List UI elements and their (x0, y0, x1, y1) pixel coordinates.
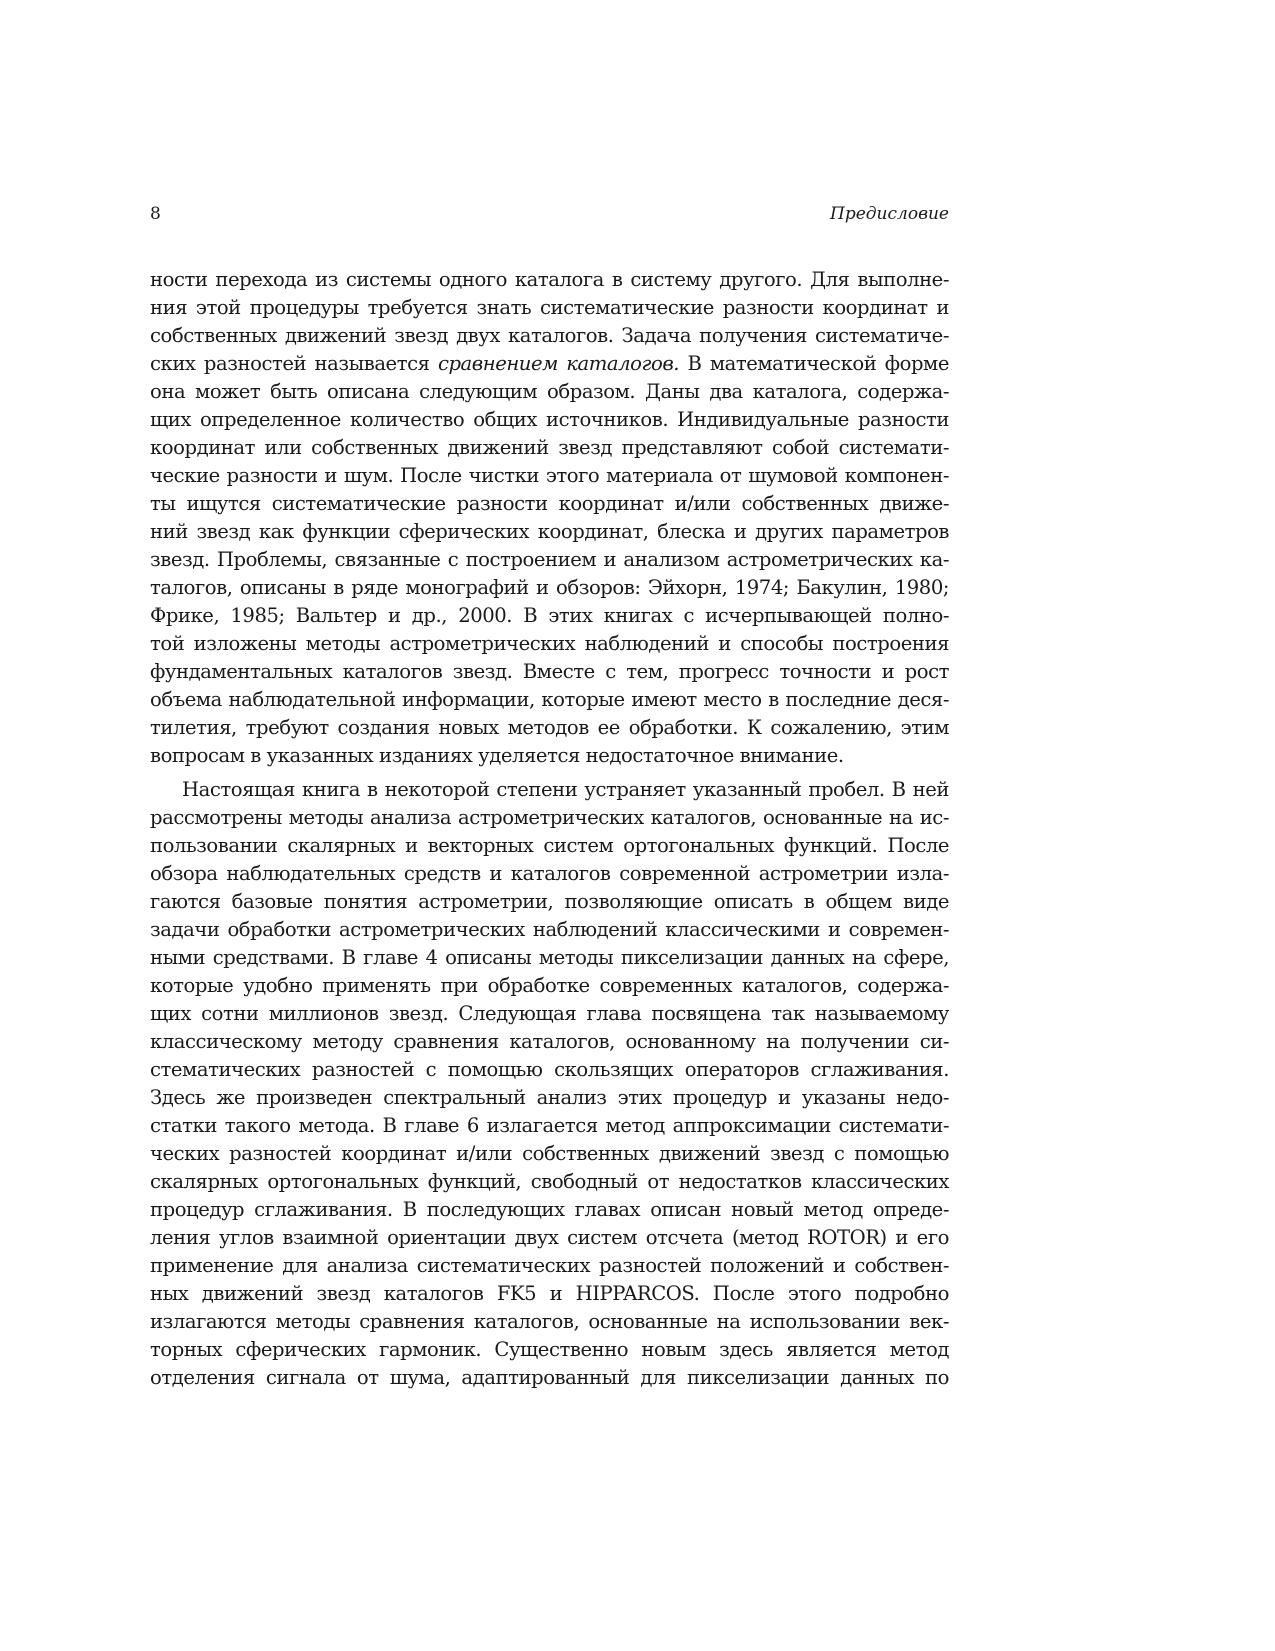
text-line: ными средствами. В главе 4 описаны методы пикселизации данных на сфере, (150, 946, 949, 969)
line-tail: В математической форме (687, 352, 949, 375)
text-line: талогов, описаны в ряде монографий и обзоров: Эйхорн, 1974; Бакулин, 1980; (150, 576, 949, 599)
text-body (150, 266, 949, 1392)
text-line: той изложены методы астрометрических наблюдений и способы построения (150, 632, 949, 655)
text-line: классическому методу сравнения каталогов, основанному на получении си- (150, 1030, 949, 1053)
text-line: ческих разностей координат и/или собственных движений звезд с помощью (150, 1142, 949, 1165)
text-line: Настоящая книга в некоторой степени устраняет указанный пробел. В ней (182, 778, 949, 801)
text-line: тилетия, требуют создания новых методов ее обработки. К сожалению, этим (150, 716, 949, 739)
text-line: ных движений звезд каталогов FK5 и HIPPARCOS. После этого подробно (150, 1282, 949, 1305)
paragraph-2 (150, 776, 949, 1392)
text-line: собственных движений звезд двух каталогов. Задача получения систематиче- (150, 324, 949, 347)
text-line-with-emphasis (150, 350, 949, 378)
text-line: применение для анализа систематических разностей положений и собствен- (150, 1254, 949, 1277)
text-line: она может быть описана следующим образом. Даны два каталога, содержа- (150, 380, 949, 403)
running-title: Предисловие (830, 204, 949, 224)
text-line: пользовании скалярных и векторных систем ортогональных функций. После (150, 834, 949, 857)
text-line: задачи обработки астрометрических наблюдений классическими и современ- (150, 918, 949, 941)
text-line: ты ищутся систематические разности координат и/или собственных движе- (150, 492, 949, 515)
text-line: координат или собственных движений звезд представляют собой системати- (150, 436, 949, 459)
line-head: ских разностей называется (150, 352, 430, 375)
text-line: ности перехода из системы одного каталога в систему другого. Для выполне- (150, 268, 949, 291)
text-line: скалярных ортогональных функций, свободный от недостатков классических (150, 1170, 949, 1193)
text-line: ния этой процедуры требуется знать систематические разности координат и (150, 296, 949, 319)
page-header (150, 204, 949, 230)
text-line: которые удобно применять при обработке современных каталогов, содержа- (150, 974, 949, 997)
text-line: процедур сглаживания. В последующих главах описан новый метод опреде- (150, 1198, 949, 1221)
text-line: излагаются методы сравнения каталогов, основанные на использовании век- (150, 1310, 949, 1333)
page-number: 8 (150, 204, 161, 224)
text-line: щих определенное количество общих источников. Индивидуальные разности (150, 408, 949, 431)
text-line: статки такого метода. В главе 6 излагается метод аппроксимации системати- (150, 1114, 949, 1137)
text-line: щих сотни миллионов звезд. Следующая глава посвящена так называемому (150, 1002, 949, 1025)
text-line: обзора наблюдательных средств и каталогов современной астрометрии изла- (150, 862, 949, 885)
text-line: звезд. Проблемы, связанные с построением и анализом астрометрических ка- (150, 548, 949, 571)
emphasized-term: сравнением каталогов. (437, 352, 680, 375)
text-line: Здесь же произведен спектральный анализ этих процедур и указаны недо- (150, 1086, 949, 1109)
paragraph-1 (150, 266, 949, 770)
text-line: фундаментальных каталогов звезд. Вместе с тем, прогресс точности и рост (150, 660, 949, 683)
text-line: Фрике, 1985; Вальтер и др., 2000. В этих книгах с исчерпывающей полно- (150, 604, 949, 627)
text-line: торных сферических гармоник. Существенно новым здесь является метод (150, 1338, 949, 1361)
text-line: вопросам в указанных изданиях уделяется недостаточное внимание. (150, 744, 844, 767)
text-line: объема наблюдательной информации, которые имеют место в последние деся- (150, 688, 949, 711)
text-line: отделения сигнала от шума, адаптированный для пикселизации данных по (150, 1366, 949, 1389)
text-line: стематических разностей с помощью скользящих операторов сглаживания. (150, 1058, 949, 1081)
text-line: гаются базовые понятия астрометрии, позволяющие описать в общем виде (150, 890, 949, 913)
text-line: ний звезд как функции сферических координат, блеска и других параметров (150, 520, 949, 543)
text-line: рассмотрены методы анализа астрометрических каталогов, основанные на ис- (150, 806, 949, 829)
text-line: ления углов взаимной ориентации двух систем отсчета (метод ROTOR) и его (150, 1226, 949, 1249)
text-line: ческие разности и шум. После чистки этого материала от шумовой компонен- (150, 464, 949, 487)
